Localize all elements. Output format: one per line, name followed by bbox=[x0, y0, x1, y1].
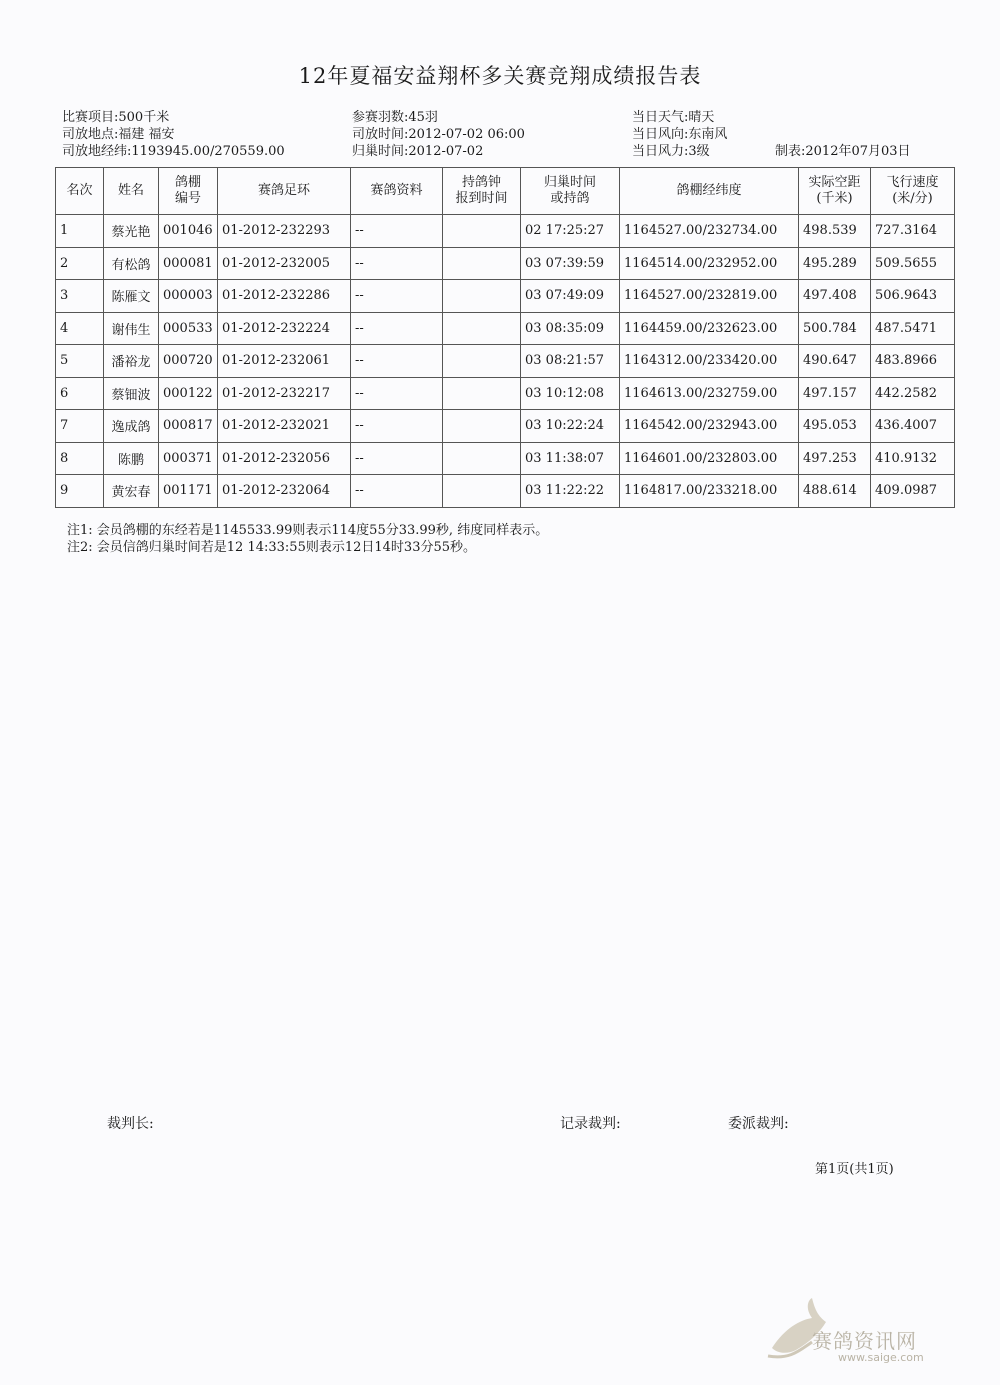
cell-name: 逸成鸽 bbox=[104, 410, 159, 443]
cell-rank: 1 bbox=[56, 215, 104, 248]
table-row bbox=[56, 475, 955, 508]
header-distance: 实际空距 (千米) bbox=[799, 168, 871, 215]
cell-distance: 498.539 bbox=[799, 215, 871, 248]
cell-rank: 6 bbox=[56, 377, 104, 410]
results-table bbox=[55, 167, 955, 508]
cell-clock bbox=[443, 215, 521, 248]
page-number: 第1页(共1页) bbox=[815, 1162, 894, 1177]
cell-loft: 001171 bbox=[159, 475, 218, 508]
cell-ring: 01-2012-232061 bbox=[218, 345, 351, 378]
cell-ring: 01-2012-232064 bbox=[218, 475, 351, 508]
note-1: 注1: 会员鸽棚的东经若是1145533.99则表示114度55分33.99秒, 纬度同样表示。 bbox=[67, 523, 549, 538]
cell-coords: 1164312.00/233420.00 bbox=[620, 345, 799, 378]
table-header-row bbox=[56, 168, 955, 215]
cell-info: -- bbox=[351, 247, 443, 280]
header-loft-coords: 鸽棚经纬度 bbox=[620, 168, 799, 215]
cell-coords: 1164459.00/232623.00 bbox=[620, 312, 799, 345]
info-wind-direction-label: 当日风向: bbox=[632, 127, 689, 142]
cell-info: -- bbox=[351, 377, 443, 410]
header-info: 赛鸽资料 bbox=[351, 168, 443, 215]
cell-distance: 497.157 bbox=[799, 377, 871, 410]
header-clock: 持鸽钟 报到时间 bbox=[443, 168, 521, 215]
cell-coords: 1164601.00/232803.00 bbox=[620, 442, 799, 475]
info-birds-value: 45羽 bbox=[408, 110, 438, 125]
cell-loft: 000122 bbox=[159, 377, 218, 410]
info-return-time-label: 归巢时间: bbox=[352, 144, 409, 159]
cell-speed: 410.9132 bbox=[871, 442, 955, 475]
cell-arrival: 03 10:12:08 bbox=[521, 377, 620, 410]
assigned-judge-label: 委派裁判: bbox=[728, 1116, 789, 1132]
info-return-time bbox=[352, 144, 483, 160]
page-title: 12年夏福安益翔杯多关赛竞翔成绩报告表 bbox=[298, 64, 702, 88]
cell-rank: 5 bbox=[56, 345, 104, 378]
info-birds bbox=[352, 110, 438, 126]
cell-info: -- bbox=[351, 410, 443, 443]
cell-ring: 01-2012-232005 bbox=[218, 247, 351, 280]
table-row bbox=[56, 377, 955, 410]
chief-judge-label: 裁判长: bbox=[107, 1116, 154, 1132]
table-row bbox=[56, 345, 955, 378]
note-2: 注2: 会员信鸽归巢时间若是12 14:33:55则表示12日14时33分55秒。 bbox=[67, 540, 477, 555]
header-arrival: 归巢时间 或持鸽 bbox=[521, 168, 620, 215]
info-made-date-value: 2012年07月03日 bbox=[805, 144, 911, 159]
info-made-date-label: 制表: bbox=[775, 144, 806, 159]
cell-name: 蔡钿波 bbox=[104, 377, 159, 410]
info-wind-force bbox=[632, 144, 710, 160]
cell-distance: 497.253 bbox=[799, 442, 871, 475]
info-release-coords-label: 司放地经纬: bbox=[62, 144, 132, 159]
cell-arrival: 02 17:25:27 bbox=[521, 215, 620, 248]
cell-rank: 7 bbox=[56, 410, 104, 443]
cell-clock bbox=[443, 377, 521, 410]
cell-arrival: 03 08:35:09 bbox=[521, 312, 620, 345]
info-event bbox=[62, 110, 169, 126]
table-row bbox=[56, 215, 955, 248]
cell-loft: 000003 bbox=[159, 280, 218, 313]
cell-ring: 01-2012-232224 bbox=[218, 312, 351, 345]
cell-clock bbox=[443, 312, 521, 345]
header-speed: 飞行速度 (米/分) bbox=[871, 168, 955, 215]
info-wind-force-value: 3级 bbox=[688, 144, 710, 159]
cell-arrival: 03 10:22:24 bbox=[521, 410, 620, 443]
cell-speed: 483.8966 bbox=[871, 345, 955, 378]
info-event-label: 比赛项目: bbox=[62, 110, 119, 125]
cell-rank: 9 bbox=[56, 475, 104, 508]
cell-speed: 436.4007 bbox=[871, 410, 955, 443]
info-wind-direction-value: 东南风 bbox=[688, 127, 728, 142]
cell-info: -- bbox=[351, 280, 443, 313]
cell-distance: 495.289 bbox=[799, 247, 871, 280]
cell-distance: 490.647 bbox=[799, 345, 871, 378]
table-row bbox=[56, 280, 955, 313]
cell-loft: 000371 bbox=[159, 442, 218, 475]
cell-speed: 487.5471 bbox=[871, 312, 955, 345]
header-loft: 鸽棚 编号 bbox=[159, 168, 218, 215]
watermark-url: www.saige.com bbox=[838, 1351, 924, 1364]
cell-clock bbox=[443, 345, 521, 378]
cell-distance: 488.614 bbox=[799, 475, 871, 508]
info-release-site bbox=[62, 127, 175, 143]
info-release-time-label: 司放时间: bbox=[352, 127, 409, 142]
cell-clock bbox=[443, 280, 521, 313]
cell-coords: 1164542.00/232943.00 bbox=[620, 410, 799, 443]
info-birds-label: 参赛羽数: bbox=[352, 110, 409, 125]
cell-ring: 01-2012-232217 bbox=[218, 377, 351, 410]
cell-info: -- bbox=[351, 215, 443, 248]
cell-info: -- bbox=[351, 345, 443, 378]
cell-rank: 2 bbox=[56, 247, 104, 280]
cell-name: 陈鹏 bbox=[104, 442, 159, 475]
cell-clock bbox=[443, 247, 521, 280]
info-release-site-label: 司放地点: bbox=[62, 127, 119, 142]
header-rank: 名次 bbox=[56, 168, 104, 215]
info-release-time-value: 2012-07-02 06:00 bbox=[408, 127, 525, 142]
info-return-time-value: 2012-07-02 bbox=[408, 144, 484, 159]
info-event-value: 500千米 bbox=[118, 110, 170, 125]
info-wind-force-label: 当日风力: bbox=[632, 144, 689, 159]
cell-arrival: 03 08:21:57 bbox=[521, 345, 620, 378]
cell-clock bbox=[443, 410, 521, 443]
info-weather-value: 晴天 bbox=[688, 110, 715, 125]
cell-loft: 000817 bbox=[159, 410, 218, 443]
cell-arrival: 03 11:22:22 bbox=[521, 475, 620, 508]
cell-ring: 01-2012-232286 bbox=[218, 280, 351, 313]
cell-name: 黄宏春 bbox=[104, 475, 159, 508]
info-weather bbox=[632, 110, 714, 126]
header-ring: 赛鸽足环 bbox=[218, 168, 351, 215]
cell-rank: 4 bbox=[56, 312, 104, 345]
cell-info: -- bbox=[351, 312, 443, 345]
cell-coords: 1164613.00/232759.00 bbox=[620, 377, 799, 410]
cell-loft: 000533 bbox=[159, 312, 218, 345]
cell-speed: 409.0987 bbox=[871, 475, 955, 508]
cell-speed: 442.2582 bbox=[871, 377, 955, 410]
cell-name: 蔡光艳 bbox=[104, 215, 159, 248]
cell-name: 有松鸽 bbox=[104, 247, 159, 280]
cell-ring: 01-2012-232021 bbox=[218, 410, 351, 443]
cell-info: -- bbox=[351, 442, 443, 475]
cell-loft: 000720 bbox=[159, 345, 218, 378]
table-row bbox=[56, 312, 955, 345]
info-made-date bbox=[775, 144, 911, 160]
cell-distance: 495.053 bbox=[799, 410, 871, 443]
info-release-coords-value: 1193945.00/270559.00 bbox=[131, 144, 285, 159]
header-name: 姓名 bbox=[104, 168, 159, 215]
table-row bbox=[56, 247, 955, 280]
cell-speed: 509.5655 bbox=[871, 247, 955, 280]
cell-arrival: 03 07:39:59 bbox=[521, 247, 620, 280]
info-wind-direction bbox=[632, 127, 727, 143]
cell-info: -- bbox=[351, 475, 443, 508]
cell-coords: 1164527.00/232819.00 bbox=[620, 280, 799, 313]
cell-arrival: 03 11:38:07 bbox=[521, 442, 620, 475]
cell-ring: 01-2012-232293 bbox=[218, 215, 351, 248]
cell-rank: 3 bbox=[56, 280, 104, 313]
cell-clock bbox=[443, 442, 521, 475]
cell-name: 陈雁文 bbox=[104, 280, 159, 313]
cell-coords: 1164527.00/232734.00 bbox=[620, 215, 799, 248]
info-release-coords bbox=[62, 144, 285, 160]
table-row bbox=[56, 410, 955, 443]
table-row bbox=[56, 442, 955, 475]
info-weather-label: 当日天气: bbox=[632, 110, 689, 125]
info-release-time bbox=[352, 127, 525, 143]
record-judge-label: 记录裁判: bbox=[560, 1116, 621, 1132]
cell-rank: 8 bbox=[56, 442, 104, 475]
cell-name: 谢伟生 bbox=[104, 312, 159, 345]
cell-coords: 1164817.00/233218.00 bbox=[620, 475, 799, 508]
watermark-text: 赛鸽资讯网 bbox=[812, 1329, 917, 1353]
cell-arrival: 03 07:49:09 bbox=[521, 280, 620, 313]
cell-name: 潘裕龙 bbox=[104, 345, 159, 378]
cell-distance: 500.784 bbox=[799, 312, 871, 345]
cell-loft: 001046 bbox=[159, 215, 218, 248]
info-release-site-value: 福建 福安 bbox=[118, 127, 175, 142]
cell-speed: 506.9643 bbox=[871, 280, 955, 313]
cell-distance: 497.408 bbox=[799, 280, 871, 313]
cell-loft: 000081 bbox=[159, 247, 218, 280]
cell-coords: 1164514.00/232952.00 bbox=[620, 247, 799, 280]
cell-speed: 727.3164 bbox=[871, 215, 955, 248]
cell-clock bbox=[443, 475, 521, 508]
cell-ring: 01-2012-232056 bbox=[218, 442, 351, 475]
notes bbox=[67, 522, 548, 556]
